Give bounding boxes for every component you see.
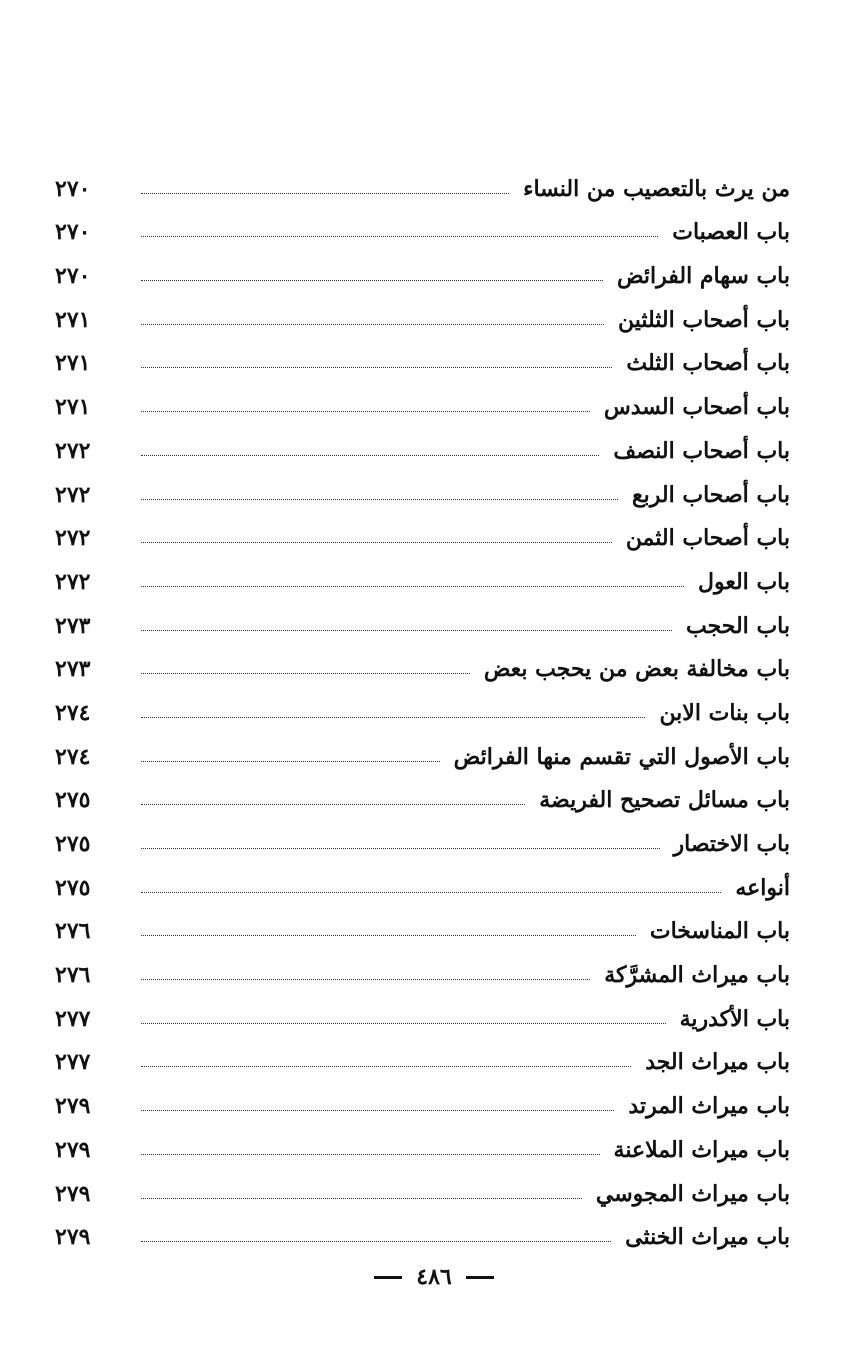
toc-entry — [55, 1168, 790, 1212]
toc-entry — [55, 207, 790, 251]
toc-entry — [55, 294, 790, 338]
dot-leader — [141, 236, 658, 237]
toc-entry-page: ٢٧٢ — [55, 437, 91, 464]
dot-leader — [141, 1154, 600, 1155]
toc-entry-page: ٢٧٣ — [55, 656, 91, 683]
toc-entry-title: باب ميراث المشرَّكة — [604, 962, 790, 989]
toc-entry-page: ٢٧٣ — [55, 612, 91, 639]
dot-leader — [141, 280, 603, 281]
dot-leader — [141, 761, 440, 762]
toc-entry — [55, 906, 790, 950]
dot-leader — [141, 542, 612, 543]
toc-entry-title: باب أصحاب الثمن — [625, 525, 790, 552]
dot-leader — [141, 935, 636, 936]
toc-entry — [55, 1212, 790, 1256]
toc-entry-title: باب العصبات — [672, 219, 790, 246]
toc-entry-title: باب سهام الفرائض — [616, 263, 790, 290]
toc-entry-title: باب مسائل تصحيح الفريضة — [539, 787, 790, 814]
toc-entry-page: ٢٧٧ — [55, 1049, 91, 1076]
toc-entry — [55, 644, 790, 688]
toc-entry-title: باب أصحاب الثلثين — [617, 306, 790, 333]
toc-entry-page: ٢٧٥ — [55, 874, 91, 901]
toc-entry-page: ٢٧١ — [55, 394, 91, 421]
toc-entry-title: باب بنات الابن — [659, 699, 790, 726]
toc-entry — [55, 1037, 790, 1081]
toc-entry-title: باب المناسخات — [649, 918, 790, 945]
toc-entry-title: أنواعه — [735, 874, 790, 901]
dot-leader — [141, 586, 684, 587]
toc-entry-page: ٢٧٢ — [55, 481, 91, 508]
toc-entry-page: ٢٧٥ — [55, 787, 91, 814]
toc-entry-page: ٢٧٩ — [55, 1136, 91, 1163]
toc-entry — [55, 818, 790, 862]
dot-leader — [141, 367, 612, 368]
dot-leader — [141, 455, 599, 456]
footer-dash-right — [466, 1276, 494, 1279]
toc-entry-page: ٢٧١ — [55, 350, 91, 377]
toc-entry — [55, 556, 790, 600]
toc-entry-page: ٢٧٠ — [55, 263, 91, 290]
toc-entry-title: باب أصحاب الربع — [631, 481, 790, 508]
toc-entry-page: ٢٧٤ — [55, 743, 91, 770]
toc-entry-title: باب ميراث الخنثى — [625, 1224, 790, 1251]
toc-entry — [55, 687, 790, 731]
dot-leader — [141, 1023, 666, 1024]
toc-entry-title: باب الحجب — [685, 612, 790, 639]
table-of-contents — [55, 163, 790, 1255]
dot-leader — [141, 848, 660, 849]
toc-entry-title: باب ميراث المرتد — [628, 1093, 790, 1120]
toc-entry-page: ٢٧٩ — [55, 1224, 91, 1251]
dot-leader — [141, 673, 470, 674]
toc-entry-page: ٢٧٠ — [55, 219, 91, 246]
toc-entry-title: باب أصحاب الثلث — [626, 350, 790, 377]
toc-entry-title: باب الاختصار — [673, 831, 790, 857]
toc-entry-page: ٢٧٢ — [55, 525, 91, 552]
toc-entry — [55, 600, 790, 644]
toc-entry-page: ٢٧٩ — [55, 1180, 91, 1207]
dot-leader — [141, 804, 525, 805]
toc-entry-page: ٢٧١ — [55, 306, 91, 333]
toc-entry — [55, 1080, 790, 1124]
toc-entry-page: ٢٧٥ — [55, 831, 91, 857]
toc-entry — [55, 513, 790, 557]
toc-entry-title: باب العول — [698, 568, 790, 595]
toc-entry — [55, 775, 790, 819]
toc-entry-page: ٢٧٩ — [55, 1093, 91, 1120]
toc-entry-page: ٢٧٦ — [55, 918, 91, 945]
dot-leader — [141, 1066, 631, 1067]
page-footer — [0, 1264, 868, 1290]
toc-entry-title: باب مخالفة بعض من يحجب بعض — [483, 656, 790, 683]
dot-leader — [141, 892, 721, 893]
toc-entry-title: باب الأكدرية — [679, 1005, 790, 1032]
dot-leader — [141, 193, 509, 194]
toc-entry-page: ٢٧٤ — [55, 699, 91, 726]
toc-entry-page: ٢٧٢ — [55, 568, 91, 595]
toc-entry — [55, 862, 790, 906]
toc-entry-title: باب ميراث الملاعنة — [613, 1136, 790, 1163]
dot-leader — [141, 630, 672, 631]
toc-entry-title: من يرث بالتعصيب من النساء — [523, 175, 790, 202]
toc-entry — [55, 949, 790, 993]
dot-leader — [141, 1110, 614, 1111]
toc-entry — [55, 163, 790, 207]
footer-dash-left — [374, 1276, 402, 1279]
toc-entry-title: باب الأصول التي تقسم منها الفرائض — [453, 743, 790, 770]
toc-entry — [55, 250, 790, 294]
toc-entry-title: باب ميراث الجد — [645, 1049, 790, 1076]
dot-leader — [141, 717, 645, 718]
toc-entry-title: باب أصحاب النصف — [613, 437, 790, 464]
dot-leader — [141, 979, 590, 980]
dot-leader — [141, 499, 618, 500]
toc-entry-title: باب أصحاب السدس — [603, 394, 790, 421]
page-number: ٤٨٦ — [416, 1264, 452, 1290]
toc-entry — [55, 425, 790, 469]
toc-entry-page: ٢٧٧ — [55, 1005, 91, 1032]
toc-entry — [55, 1124, 790, 1168]
toc-entry — [55, 381, 790, 425]
dot-leader — [141, 1198, 582, 1199]
toc-entry — [55, 338, 790, 382]
toc-entry — [55, 993, 790, 1037]
toc-entry-title: باب ميراث المجوسي — [595, 1180, 790, 1207]
dot-leader — [141, 411, 590, 412]
toc-entry — [55, 469, 790, 513]
dot-leader — [141, 1241, 611, 1242]
toc-entry-page: ٢٧٦ — [55, 962, 91, 989]
dot-leader — [141, 324, 604, 325]
toc-entry — [55, 731, 790, 775]
toc-entry-page: ٢٧٠ — [55, 175, 91, 202]
